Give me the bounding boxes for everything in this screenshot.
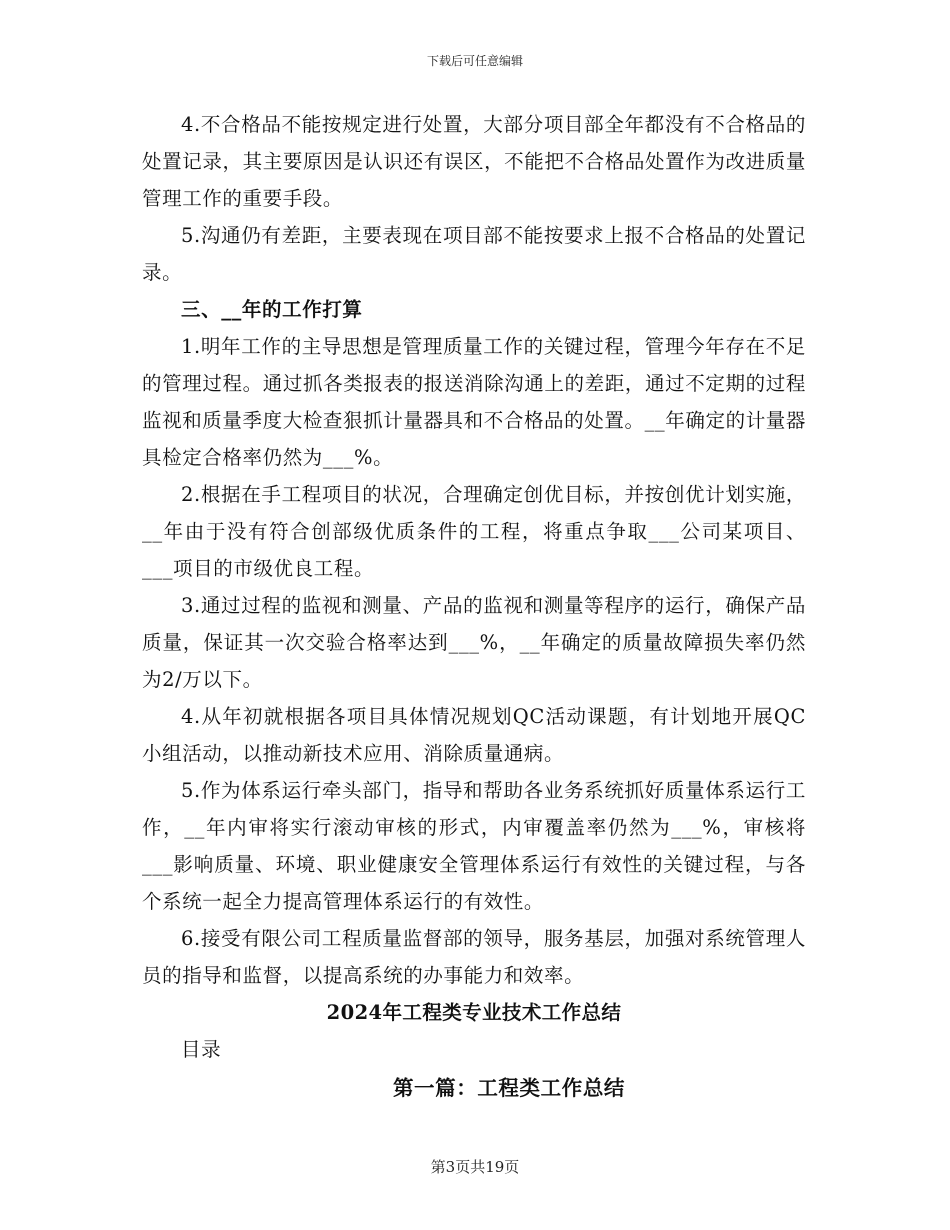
paragraph-plan-5: 5.作为体系运行牵头部门，指导和帮助各业务系统抓好质量体系运行工作，__年内审将实行滚动审核的形式，内审覆盖率仍然为___%，审核将___影响质量、环境、职业健康安全管理体系运行有效性的关键过程，与各个系统一起全力提高管理体系运行的有效性。 (142, 779, 806, 913)
paragraph-plan-6: 6.接受有限公司工程质量监督部的领导，服务基层，加强对系统管理人员的指导和监督，以提高系统的办事能力和效率。 (142, 927, 806, 987)
paragraph-plan-2: 2.根据在手工程项目的状况，合理确定创优目标，并按创优计划实施，__年由于没有符合创部级优质条件的工程，将重点争取___公司某项目、___项目的市级优良工程。 (142, 483, 806, 580)
document-body (142, 106, 806, 1107)
chapter-title: 第一篇：工程类工作总结 (392, 1076, 626, 1100)
page-header-note: 下载后可任意编辑 (426, 54, 523, 68)
paragraph-plan-3: 3.通过过程的监视和测量、产品的监视和测量等程序的运行，确保产品质量，保证其一次交验合格率达到___%，__年确定的质量故障损失率仍然为2/万以下。 (142, 594, 806, 691)
section-heading-work-plan: 三、__年的工作打算 (181, 298, 363, 321)
page-number-footer: 第3页共19页 (430, 1158, 520, 1176)
table-of-contents-label: 目录 (181, 1038, 222, 1061)
paragraph-plan-4: 4.从年初就根据各项目具体情况规划QC活动课题，有计划地开展QC小组活动，以推动新技术应用、消除质量通病。 (142, 705, 806, 765)
paragraph-plan-1: 1.明年工作的主导思想是管理质量工作的关键过程，管理今年存在不足的管理过程。通过抓各类报表的报送消除沟通上的差距，通过不定期的过程监视和质量季度大检查狠抓计量器具和不合格品的处置。__年确定的计量器具检定合格率仍然为___%。 (142, 335, 806, 469)
paragraph-communication-gap: 5.沟通仍有差距，主要表现在项目部不能按要求上报不合格品的处置记录。 (142, 224, 806, 284)
document-title: 2024年工程类专业技术工作总结 (326, 1001, 622, 1024)
paragraph-nonconforming-disposal: 4.不合格品不能按规定进行处置，大部分项目部全年都没有不合格品的处置记录，其主要原因是认识还有误区，不能把不合格品处置作为改进质量管理工作的重要手段。 (142, 113, 806, 210)
